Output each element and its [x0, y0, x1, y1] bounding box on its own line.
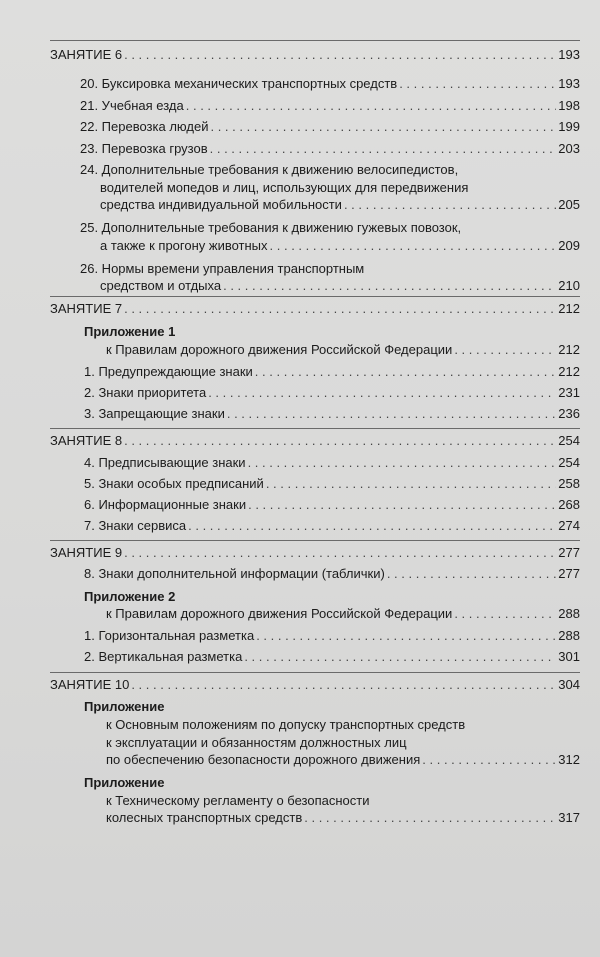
- page-number: 277: [558, 566, 580, 581]
- lesson-title: ЗАНЯТИЕ 7: [50, 301, 123, 316]
- toc-entry-25[interactable]: [100, 237, 580, 255]
- page-number: 301: [558, 649, 580, 664]
- page-number: 288: [558, 628, 580, 643]
- toc-appendix-2[interactable]: [106, 605, 580, 623]
- toc-section-8[interactable]: [84, 565, 580, 583]
- leader-dots: [244, 648, 556, 666]
- page-number: 210: [558, 278, 580, 293]
- toc-lesson-8[interactable]: [50, 432, 580, 450]
- page-number: 198: [558, 98, 580, 113]
- leader-dots: [124, 300, 556, 318]
- page-number: 254: [558, 433, 580, 448]
- toc-lesson-6[interactable]: [50, 46, 580, 64]
- entry-label: 8. Знаки дополнительной информации (таблички): [84, 566, 385, 581]
- entry-label: 20. Буксировка механических транспортных средств: [80, 76, 398, 91]
- toc-entry-24-line2: водителей мопедов и лиц, использующих для передвижения: [100, 180, 469, 195]
- entry-label: к Правилам дорожного движения Российской Федерации: [106, 606, 453, 621]
- toc-section-5[interactable]: [84, 475, 580, 493]
- page-number: 288: [558, 606, 580, 621]
- toc-entry-21[interactable]: [80, 97, 580, 115]
- page-number: 317: [558, 810, 580, 825]
- page-number: 212: [558, 301, 580, 316]
- separator: [50, 296, 580, 297]
- separator: [50, 672, 580, 673]
- leader-dots: [256, 627, 556, 645]
- page-number: 203: [558, 141, 580, 156]
- leader-dots: [227, 405, 556, 423]
- entry-label: 21. Учебная езда: [80, 98, 184, 113]
- lesson-title: ЗАНЯТИЕ 10: [50, 677, 130, 692]
- toc-lesson-7[interactable]: [50, 300, 580, 318]
- entry-label: а также к прогону животных: [100, 238, 268, 253]
- entry-label: 5. Знаки особых предписаний: [84, 476, 264, 491]
- toc-lesson-9[interactable]: [50, 544, 580, 562]
- entry-label: 23. Перевозка грузов: [80, 141, 208, 156]
- toc-appendix-1[interactable]: [106, 341, 580, 359]
- page-number: 258: [558, 476, 580, 491]
- lesson-title: ЗАНЯТИЕ 9: [50, 545, 123, 560]
- entry-label: 2. Вертикальная разметка: [84, 649, 243, 664]
- page-number: 212: [558, 342, 580, 357]
- toc-section-2[interactable]: [84, 384, 580, 402]
- leader-dots: [387, 565, 556, 583]
- toc-entry-22[interactable]: [80, 118, 580, 136]
- appendix-3-line3: к эксплуатации и обязанностям должностных лиц: [106, 735, 407, 750]
- entry-label: 1. Предупреждающие знаки: [84, 364, 253, 379]
- appendix-2-title: Приложение 2: [84, 589, 176, 604]
- toc-section-1[interactable]: [84, 363, 580, 381]
- leader-dots: [210, 140, 557, 158]
- toc-lesson-10[interactable]: [50, 676, 580, 694]
- leader-dots: [208, 384, 556, 402]
- leader-dots: [210, 118, 556, 136]
- leader-dots: [124, 544, 556, 562]
- toc-section-4[interactable]: [84, 454, 580, 472]
- leader-dots: [124, 432, 556, 450]
- page-number: 205: [558, 197, 580, 212]
- toc-entry-25-line1: 25. Дополнительные требования к движению гужевых повозок,: [80, 220, 462, 235]
- leader-dots: [255, 363, 557, 381]
- lesson-title: ЗАНЯТИЕ 6: [50, 47, 123, 62]
- toc-entry-24[interactable]: [100, 196, 580, 214]
- separator: [50, 428, 580, 429]
- lesson-title: ЗАНЯТИЕ 8: [50, 433, 123, 448]
- leader-dots: [304, 809, 556, 827]
- entry-label: 2. Знаки приоритета: [84, 385, 207, 400]
- appendix-3-line2: к Основным положениям по допуску транспортных средств: [106, 717, 466, 732]
- entry-label: 4. Предписывающие знаки: [84, 455, 246, 470]
- page-number: 193: [558, 76, 580, 91]
- entry-label: по обеспечению безопасности дорожного движения: [106, 752, 421, 767]
- page-number: 304: [558, 677, 580, 692]
- leader-dots: [248, 454, 557, 472]
- leader-dots: [186, 97, 557, 115]
- page-number: 254: [558, 455, 580, 470]
- toc-entry-20[interactable]: [80, 75, 580, 93]
- toc-appendix-4[interactable]: [106, 809, 580, 827]
- leader-dots: [131, 676, 556, 694]
- toc-entry-26-line1: 26. Нормы времени управления транспортным: [80, 261, 365, 276]
- page-number: 212: [558, 364, 580, 379]
- entry-label: к Правилам дорожного движения Российской Федерации: [106, 342, 453, 357]
- page-number: 268: [558, 497, 580, 512]
- page-number: 199: [558, 119, 580, 134]
- leader-dots: [124, 46, 556, 64]
- leader-dots: [266, 475, 556, 493]
- entry-label: средства индивидуальной мобильности: [100, 197, 342, 212]
- leader-dots: [223, 277, 556, 295]
- appendix-4-title: Приложение: [84, 775, 165, 790]
- separator: [50, 40, 580, 41]
- appendix-4-line2: к Техническому регламенту о безопасности: [106, 793, 370, 808]
- entry-label: 3. Запрещающие знаки: [84, 406, 225, 421]
- toc-entry-26[interactable]: [100, 277, 580, 295]
- toc-appendix-3[interactable]: [106, 751, 580, 769]
- entry-label: 7. Знаки сервиса: [84, 518, 187, 533]
- toc-entry-23[interactable]: [80, 140, 580, 158]
- entry-label: колесных транспортных средств: [106, 810, 303, 825]
- leader-dots: [344, 196, 556, 214]
- appendix-3-title: Приложение: [84, 699, 165, 714]
- toc-section-6[interactable]: [84, 496, 580, 514]
- separator: [50, 540, 580, 541]
- leader-dots: [422, 751, 556, 769]
- entry-label: 22. Перевозка людей: [80, 119, 209, 134]
- page-number: 312: [558, 752, 580, 767]
- leader-dots: [188, 517, 556, 535]
- leader-dots: [270, 237, 557, 255]
- leader-dots: [399, 75, 556, 93]
- page-number: 236: [558, 406, 580, 421]
- page-number: 231: [558, 385, 580, 400]
- appendix-1-title: Приложение 1: [84, 324, 176, 339]
- page-number: 274: [558, 518, 580, 533]
- entry-label: 6. Информационные знаки: [84, 497, 247, 512]
- toc-entry-24-line1: 24. Дополнительные требования к движению велосипедистов,: [80, 162, 459, 177]
- page-number: 193: [558, 47, 580, 62]
- toc-marking-2[interactable]: [84, 648, 580, 666]
- page-number: 209: [558, 238, 580, 253]
- toc-section-7[interactable]: [84, 517, 580, 535]
- page-number: 277: [558, 545, 580, 560]
- leader-dots: [248, 496, 556, 514]
- toc-marking-1[interactable]: [84, 627, 580, 645]
- entry-label: 1. Горизонтальная разметка: [84, 628, 255, 643]
- toc-section-3[interactable]: [84, 405, 580, 423]
- entry-label: средством и отдыха: [100, 278, 222, 293]
- leader-dots: [454, 605, 556, 623]
- leader-dots: [454, 341, 556, 359]
